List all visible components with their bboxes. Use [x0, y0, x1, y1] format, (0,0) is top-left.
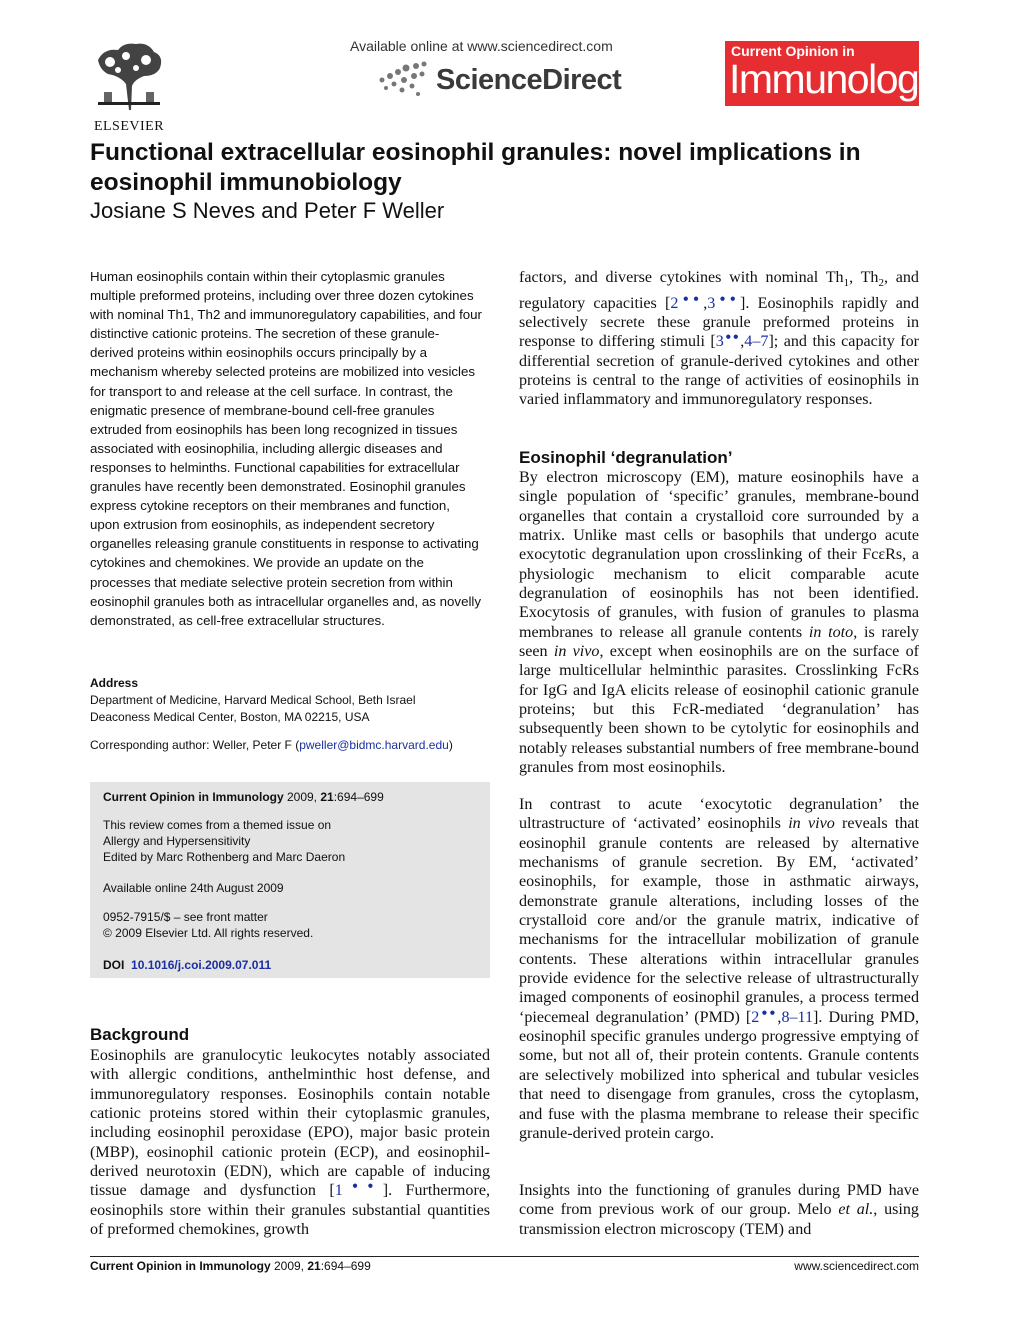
article-info-box	[90, 782, 490, 978]
elsevier-logo	[88, 40, 170, 134]
article-title: Functional extracellular eosinophil granules: novel implications in eosinophil immunobiology	[90, 139, 861, 196]
info-doi-label: DOI	[103, 958, 125, 972]
info-volume: 21	[320, 790, 334, 804]
address-line: Department of Medicine, Harvard Medical School, Beth Israel	[90, 693, 416, 707]
sciencedirect-wordmark: ScienceDirect	[436, 64, 622, 96]
info-themed-line1: This review comes from a themed issue on	[103, 818, 332, 832]
info-themed-line2: Allergy and Hypersensitivity	[103, 834, 251, 848]
info-journal: Current Opinion in Immunology	[103, 790, 284, 804]
info-year: 2009,	[283, 790, 321, 804]
address-heading: Address	[90, 676, 139, 690]
corresponding-end: )	[448, 738, 453, 752]
section-heading-degranulation: Eosinophil ‘degranulation’	[519, 448, 733, 467]
footer-citation	[90, 1259, 371, 1273]
journal-badge-name: Immunology	[729, 56, 938, 102]
corresponding-label: Corresponding author: Weller, Peter F (	[90, 738, 300, 752]
reference-link[interactable]: 2●●	[670, 293, 704, 312]
footer-rule	[90, 1256, 919, 1257]
elsevier-tree-icon	[90, 40, 168, 112]
sciencedirect-dots-icon	[372, 58, 432, 98]
info-doi	[103, 958, 271, 972]
footer-year: 2009,	[270, 1259, 308, 1273]
info-citation	[103, 790, 384, 804]
reference-link[interactable]: 4–7	[744, 333, 769, 351]
reference-link[interactable]: 1●●	[334, 1181, 383, 1200]
abstract-text: Human eosinophils contain within their cytoplasmic granules multiple preformed proteins, including over three dozen cytokines with nominal Th1, Th2 and immunoregulatory capabilities, and four distinctive cationic proteins. The secretion of these granule-derived proteins within eosinophils occurs principally by a mechanism whereby selected proteins are mobilized into vesicles for transport to and release at the cell surface. In contrast, the enigmatic presence of membrane-bound cell-free granules extruded from eosinophils has been long recognized in tissues associated with eosinophilia, including allergic diseases and responses to helminths. Functional capabilities for extracellular granules have recently been demonstrated. Eosinophil granules express cytokine receptors on their membranes and function, upon extrusion from eosinophils, as independent secretory organelles releasing granule constituents in response to activating cytokines and chemokines. We provide an update on the processes that mediate selective protein secretion from within eosinophil granules both as intracellular organelles and, as novelly demonstrated, as cell-free extracellular structures.	[90, 269, 482, 628]
info-issn: 0952-7915/$ – see front matter	[103, 910, 268, 924]
pmd-paragraph: In contrast to acute ‘exocytotic degranulation’ the ultrastructure of ‘activated’ eosinophils in vivo reveals that eosinophil granule contents are released by alternative mechanisms of granule secretion. By EM, ‘activated’ eosinophils, for example, those in asthmatic airways, demonstrate granule alterations, including losses of the crystalloid core and/or the granule matrix, indicative of mechanisms for the intracellular mobilization of granule contents. These alterations within intracellular granules provide evidence for the selective release of ultrastructurally imaged components of eosinophil granules, a process termed ‘piecemeal degranulation’ (PMD) [2●●,8–11]. During PMD, eosinophil specific granules undergo progressive emptying of some, but not all of, their protein contents. Granule contents are selectively mobilized into spherical and tubular vesicles that need to disengage from granules, cross the cytoplasm, and fuse with the plasma membrane to release their specific granule-derived protein cargo.	[519, 796, 920, 1142]
address-line: Deaconess Medical Center, Boston, MA 02215, USA	[90, 710, 370, 724]
background-paragraph: Eosinophils are granulocytic leukocytes notably associated with allergic conditions, anthelminthic host defense, and immunoregulatory responses. Eosinophils contain notable cationic proteins stored within their cytoplasmic granules, including eosinophil peroxidase (EPO), major basic protein (MBP), eosinophil cationic protein (ECP), and eosinophil-derived neurotoxin (EDN), which are capable of inducing tissue damage and dysfunction [1●●]. Furthermore, eosinophils store within their granules substantial quantities of preformed chemokines, growth	[90, 1047, 490, 1239]
reference-link[interactable]: 3●●	[715, 331, 741, 351]
doi-link[interactable]: 10.1016/j.coi.2009.07.011	[131, 958, 272, 972]
reference-link[interactable]: 3●●	[707, 293, 741, 312]
address-text	[90, 692, 490, 726]
insights-paragraph: Insights into the functioning of granules during PMD have come from previous work of our group. Melo et al., using transmission electron microscopy (TEM) and	[519, 1182, 919, 1238]
intro-continuation-paragraph: factors, and diverse cytokines with nominal $Th_1$, $Th_2$, and regulatory capacities [2●●,3●●]. Eosinophils rapidly and selectively secrete these granule preformed proteins in response to differing stimuli [3●●,4–7]; and this capacity for differential secretion of granule-derived cytokines and other proteins is central to the range of activities of eosinophils in varied inflammatory and immunoregulatory responses.	[519, 269, 919, 409]
journal-badge[interactable]	[725, 41, 938, 106]
info-themed-line3: Edited by Marc Rothenberg and Marc Daeron	[103, 850, 346, 864]
degranulation-paragraph: By electron microscopy (EM), mature eosinophils have a single population of ‘specific’ granules, membrane-bound organelles that contain a crystalloid core surrounded by a matrix. Unlike mast cells or basophils that undergo acute exocytotic degranulation upon crosslinking of their FcεRs, a physiologic mechanism to elicit comparable acute degranulation of eosinophils has not been identified. Exocytosis of granules, with fusion of granules to plasma membranes to release all granule contents in toto, is rarely seen in vivo, except when eosinophils are on the surface of large multicellular helminthic parasites. Crosslinking FcRs for IgG and IgA elicits release of eosinophil cationic granule proteins; but this FcR-mediated ‘degranulation’ has subsequently been shown to be cytolytic for eosinophils and notably releases substantial numbers of free membrane-bound granules from most eosinophils.	[519, 469, 919, 777]
reference-link[interactable]: 8–11	[781, 1008, 814, 1026]
section-heading-background: Background	[90, 1025, 190, 1044]
info-pages: :694–699	[333, 790, 384, 804]
author-email-link[interactable]: pweller@bidmc.harvard.edu	[299, 738, 449, 752]
available-online-text[interactable]: Available online at www.sciencedirect.com	[350, 38, 613, 54]
info-available: Available online 24th August 2009	[103, 881, 284, 895]
footer-website[interactable]: www.sciencedirect.com	[794, 1259, 919, 1273]
reference-link[interactable]: 2●●	[751, 1007, 778, 1026]
footer-pages: :694–699	[320, 1259, 371, 1273]
corresponding-author	[90, 738, 453, 752]
footer-volume: 21	[307, 1259, 321, 1273]
footer-journal: Current Opinion in Immunology	[90, 1259, 271, 1273]
article-authors: Josiane S Neves and Peter F Weller	[90, 198, 445, 223]
sciencedirect-logo[interactable]	[372, 58, 632, 100]
info-copyright: © 2009 Elsevier Ltd. All rights reserved.	[103, 926, 314, 940]
journal-badge-top: Current Opinion in	[731, 43, 855, 59]
publisher-name: ELSEVIER	[93, 119, 165, 134]
